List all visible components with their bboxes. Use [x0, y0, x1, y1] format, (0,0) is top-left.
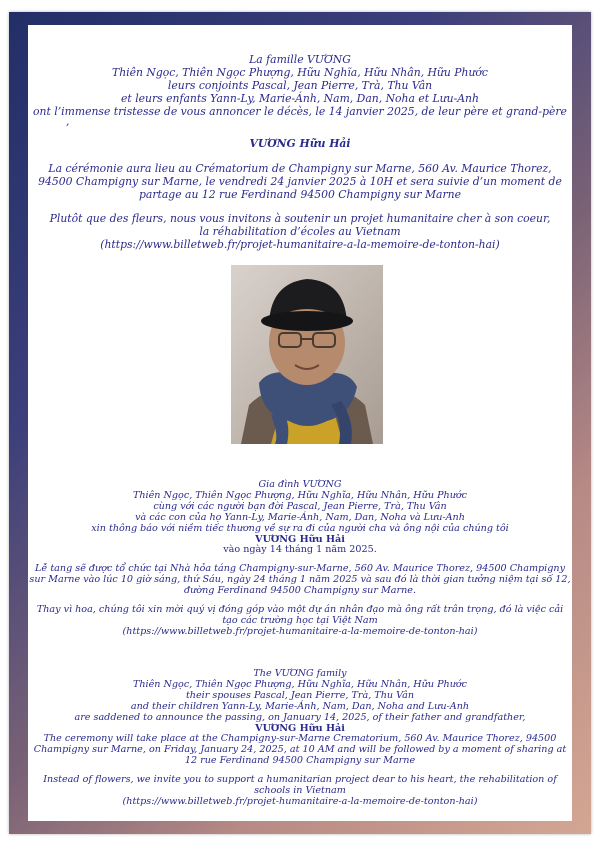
ceremony-line-1-fr: La cérémonie aura lieu au Crématorium de Champigny sur Marne, 560 Av. Maurice Thorez, [48, 161, 552, 175]
ceremony-line-3-en: 12 rue Ferdinand 94500 Champigny sur Marne [184, 755, 416, 767]
english-section [28, 669, 572, 808]
spouses-fr: leurs conjoints Pascal, Jean Pierre, Trà, Thu Vân [167, 79, 433, 93]
project-link-vi: (https://www.billetweb.fr/projet-humanitaire-a-la-memoire-de-tonton-hai) [122, 625, 478, 637]
ceremony-line-2-en: Champigny sur Marne, on Friday, January 24, 2025, at 10 AM and will be followed by a moment of sharing at [33, 744, 567, 756]
family-heading-vi: Gia đình VƯƠNG [258, 479, 342, 490]
date-vi: vào ngày 14 tháng 1 năm 2025. [223, 544, 377, 556]
children-names-fr: Thiên Ngọc, Thiên Ngọc Phượng, Hữu Nghĩa, Hữu Nhân, Hữu Phước [112, 66, 488, 80]
gradient-frame [9, 12, 591, 834]
grandchildren-vi: và các con của họ Yann-Ly, Marie-Ánh, Nam, Dan, Noha và Lưu-Anh [135, 511, 465, 523]
ceremony-line-3-fr: partage au 12 rue Ferdinand 94500 Champigny sur Marne [139, 187, 461, 201]
vietnamese-section [28, 480, 572, 638]
ceremony-line-2-vi: sur Marne vào lúc 10 giờ sáng, thứ Sáu, ngày 24 tháng 1 năm 2025 và sau đó là thời gian tưởng niệm tại số 12, [29, 574, 571, 586]
family-heading-en: The VƯƠNG family [253, 668, 347, 679]
flowers-line-1-fr: Plutôt que des fleurs, nous vous invitons à soutenir un projet humanitaire cher à son coeur, [49, 211, 551, 225]
spouses-en: their spouses Pascal, Jean Pierre, Trà, Thu Vân [185, 689, 415, 701]
ceremony-line-1-en: The ceremony will take place at the Champigny-sur-Marne Crematorium, 560 Av. Maurice Thorez, 94500 [43, 733, 557, 745]
ceremony-line-2-fr: 94500 Champigny sur Marne, le vendredi 24 janvier 2025 à 10H et sera suivie d’un moment de [38, 174, 562, 188]
stray-comma: , [66, 115, 70, 129]
flowers-line-1-en: Instead of flowers, we invite you to support a humanitarian project dear to his heart, the rehabilitation of [43, 774, 557, 786]
project-link-fr: (https://www.billetweb.fr/projet-humanitaire-a-la-memoire-de-tonton-hai) [100, 238, 500, 252]
french-section [28, 53, 572, 251]
flowers-line-2-fr: la réhabilitation d’écoles au Vietnam [199, 224, 401, 238]
deceased-name-en: VƯƠNG Hữu Hải [255, 722, 345, 734]
deceased-name-fr: VƯƠNG Hữu Hải [249, 137, 351, 151]
ceremony-line-1-vi: Lễ tang sẽ được tổ chức tại Nhà hỏa táng Champigny-sur-Marne, 560 Av. Maurice Thorez, 94500 Champigny [35, 563, 565, 575]
grandchildren-fr: et leurs enfants Yann-Ly, Marie-Ánh, Nam, Dan, Noha et Lưu-Anh [121, 92, 479, 106]
children-names-vi: Thiên Ngọc, Thiên Ngọc Phượng, Hữu Nghĩa, Hữu Nhân, Hữu Phước [132, 489, 468, 501]
portrait-photo [231, 265, 383, 444]
ceremony-line-3-vi: đường Ferdinand 94500 Champigny sur Marne. [183, 585, 417, 597]
flowers-line-1-vi: Thay vì hoa, chúng tôi xin mời quý vị đóng góp vào một dự án nhân đạo mà ông rất trân trọng, đó là việc cải [36, 604, 564, 616]
flowers-line-2-vi: tạo các trường học tại Việt Nam [222, 614, 378, 626]
family-heading-fr: La famille VƯƠNG [249, 53, 351, 66]
flowers-line-2-en: schools in Vietnam [254, 785, 346, 797]
children-names-en: Thiên Ngọc, Thiên Ngọc Phượng, Hữu Nghĩa, Hữu Nhân, Hữu Phước [132, 678, 468, 690]
deceased-name-vi: VƯƠNG Hữu Hải [255, 533, 345, 545]
grandchildren-en: and their children Yann-Ly, Marie-Ánh, Nam, Dan, Noha and Lưu-Anh [130, 700, 470, 712]
project-link-en: (https://www.billetweb.fr/projet-humanitaire-a-la-memoire-de-tonton-hai) [122, 795, 478, 807]
spouses-vi: cùng với các người bạn đời Pascal, Jean Pierre, Trà, Thu Vân [153, 500, 447, 512]
announcement-fr: ont l’immense tristesse de vous annoncer le décès, le 14 janvier 2025, de leur père et grand-père [33, 105, 567, 119]
announcement-en: are saddened to announce the passing, on January 14, 2025, of their father and grandfather, [74, 711, 526, 723]
announcement-vi: xin thông báo với niềm tiếc thương về sự ra đi của người cha và ông nội của chúng tôi [91, 522, 509, 534]
notice-page [28, 25, 572, 821]
